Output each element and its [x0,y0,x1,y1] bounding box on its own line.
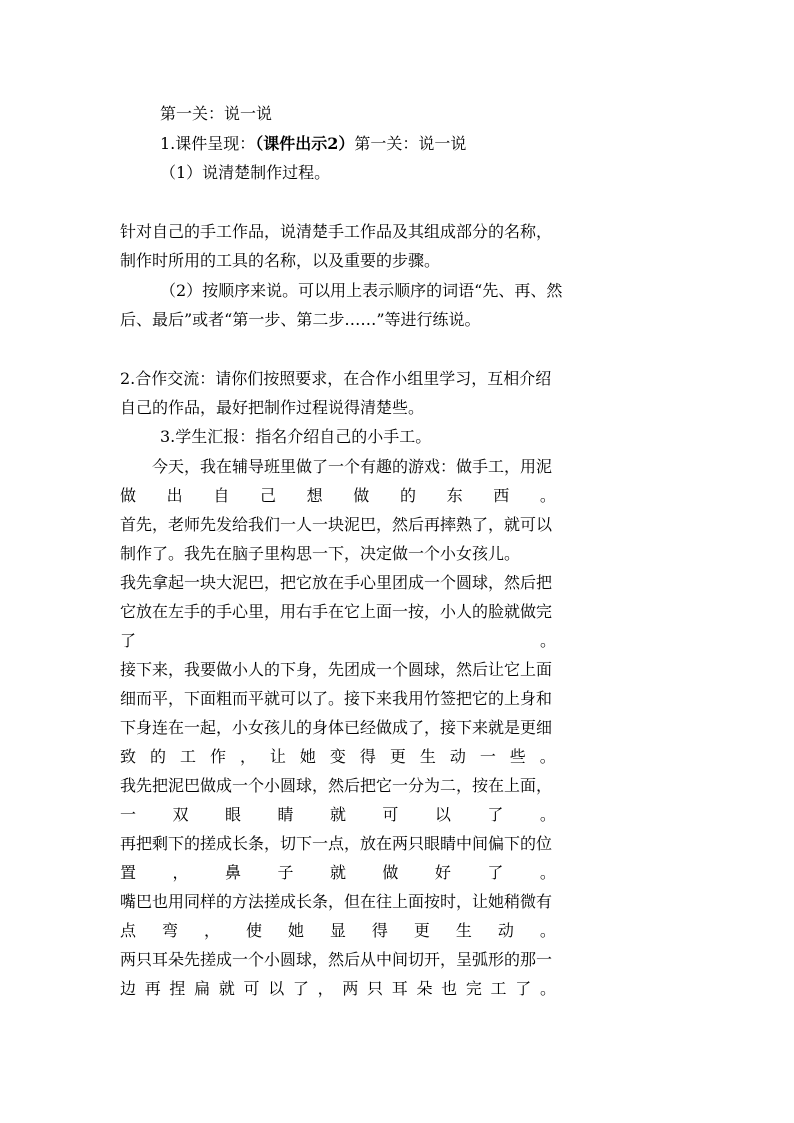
justified-char: 了 [487,805,504,824]
paragraph-line: 后、最后”或者“第一步、第二步……”等进行练说。 [120,310,481,329]
justified-char: 想 [306,486,323,505]
justified-char: 做 [382,863,399,882]
essay-line: 两只耳朵先搓成一个小圆球，然后从中间切开，呈弧形的那一 [120,950,553,969]
justified-char: 完 [465,979,482,998]
justified-char: 自 [213,486,230,505]
justified-char: 更 [389,747,406,766]
paragraph-line: 制作时所用的工具的名称，以及重要的步骤。 [120,251,441,270]
justified-char: 让 [269,747,286,766]
essay-line: 嘴巴也用同样的方法搓成长条，但在往上面按时，让她稍微有 [120,892,553,911]
justified-char: 以 [268,979,285,998]
justified-char: 睛 [277,805,294,824]
justified-char: 了 [120,631,137,650]
essay-line: 接下来，我要做小人的下身，先团成一个圆球，然后让它上面 [120,660,553,679]
essay-line: 下身连在一起，小女孩儿的身体已经做成了，接下来就是更细 [120,718,553,737]
justified-char: 作 [209,747,226,766]
essay-line: 首先，老师先发给我们一人一块泥巴，然后再摔熟了，就可以 [120,515,553,534]
item-2: 2.合作交流：请你们按照要求，在合作小组里学习，互相介绍 [120,369,552,388]
justified-char: 做 [120,486,137,505]
justified-char: 点 [120,921,137,940]
justified-char: 得 [371,921,388,940]
justified-char: 工 [179,747,196,766]
justified-char: 了 [487,863,504,882]
justified-char: 。 [539,979,556,998]
essay-line-justified [120,805,556,825]
justified-char: 可 [243,979,260,998]
justified-char: 以 [434,805,451,824]
justified-char: 更 [413,921,430,940]
justified-char: 东 [446,486,463,505]
justified-char: 西 [493,486,510,505]
justified-char: ， [203,921,220,940]
justified-char: ， [317,979,334,998]
justified-char: 鼻 [224,863,241,882]
justified-char: 。 [539,805,556,824]
justified-char: 。 [539,631,556,650]
justified-char: 的 [149,747,166,766]
justified-char: 置 [120,863,137,882]
justified-char: 使 [245,921,262,940]
justified-char: ， [172,863,189,882]
essay-line-justified [120,486,556,506]
justified-char: 。 [539,863,556,882]
justified-char: 了 [292,979,309,998]
justified-char: 的 [399,486,416,505]
essay-line: 制作了。我先在脑子里构思一下，决定做一个小女孩儿。 [120,544,521,563]
justified-char: 做 [353,486,370,505]
justified-char: 己 [259,486,276,505]
justified-char: 好 [434,863,451,882]
justified-char: 。 [539,921,556,940]
justified-char: 扁 [194,979,211,998]
justified-char: 。 [539,486,556,505]
essay-line: 我先把泥巴做成一个小圆球，然后把它一分为二，按在上面， [120,776,553,795]
justified-char: 得 [359,747,376,766]
justified-char: 生 [455,921,472,940]
justified-char: 朵 [416,979,433,998]
justified-char: 就 [329,863,346,882]
essay-line: 它放在左手的手心里，用右手在它上面一按，小人的脸就做完 [120,602,553,621]
justified-char: 工 [490,979,507,998]
justified-char: 致 [120,747,137,766]
justified-char: 些 [509,747,526,766]
essay-line-justified [120,979,556,999]
justified-char: 子 [277,863,294,882]
essay-line-justified [120,631,556,651]
paragraph-line: 自己的作品，最好把制作过程说得清楚些。 [120,398,425,417]
justified-char: 眼 [224,805,241,824]
justified-char: 两 [342,979,359,998]
justified-char: 一 [479,747,496,766]
justified-char: 她 [299,747,316,766]
paragraph-line: 针对自己的手工作品，说清楚手工作品及其组成部分的名称， [120,222,553,241]
justified-char: 出 [166,486,183,505]
justified-char: 边 [120,979,137,998]
item-1-suffix: 第一关：说一说 [354,134,467,153]
justified-char: 生 [419,747,436,766]
item-1-prefix: 1.课件呈现： [160,134,256,153]
justified-char: 了 [515,979,532,998]
justified-char: 也 [441,979,458,998]
section-heading: 第一关：说一说 [160,104,273,123]
item-1 [160,134,466,154]
justified-char: 动 [449,747,466,766]
justified-char: ， [239,747,256,766]
justified-char: 一 [120,805,137,824]
essay-line: 我先拿起一块大泥巴，把它放在手心里团成一个圆球，然后把 [120,573,553,592]
essay-line-justified [120,863,556,883]
essay-line: 细而平，下面粗而平就可以了。接下来我用竹签把它的上身和 [120,689,553,708]
justified-char: 显 [329,921,346,940]
justified-char: 双 [172,805,189,824]
justified-char: 只 [367,979,384,998]
justified-char: 弯 [161,921,178,940]
item-1-bold: （课件出示2） [255,134,355,153]
justified-char: 捏 [169,979,186,998]
justified-char: 动 [497,921,514,940]
item-3: 3.学生汇报：指名介绍自己的小手工。 [160,427,432,446]
justified-char: 可 [382,805,399,824]
essay-line-justified [120,747,556,767]
sub-item-2: （2）按顺序来说。可以用上表示顺序的词语“先、再、然 [160,281,563,300]
justified-char: 就 [218,979,235,998]
sub-item-1: （1）说清楚制作过程。 [160,163,331,182]
essay-line: 再把剩下的搓成长条，切下一点，放在两只眼睛中间偏下的位 [120,834,553,853]
justified-char: 变 [329,747,346,766]
justified-char: 她 [287,921,304,940]
essay-line-justified [120,921,556,941]
justified-char: 。 [539,747,556,766]
justified-char: 耳 [391,979,408,998]
justified-char: 再 [144,979,161,998]
essay-line: 今天，我在辅导班里做了一个有趣的游戏：做手工，用泥 [152,457,553,476]
justified-char: 就 [329,805,346,824]
